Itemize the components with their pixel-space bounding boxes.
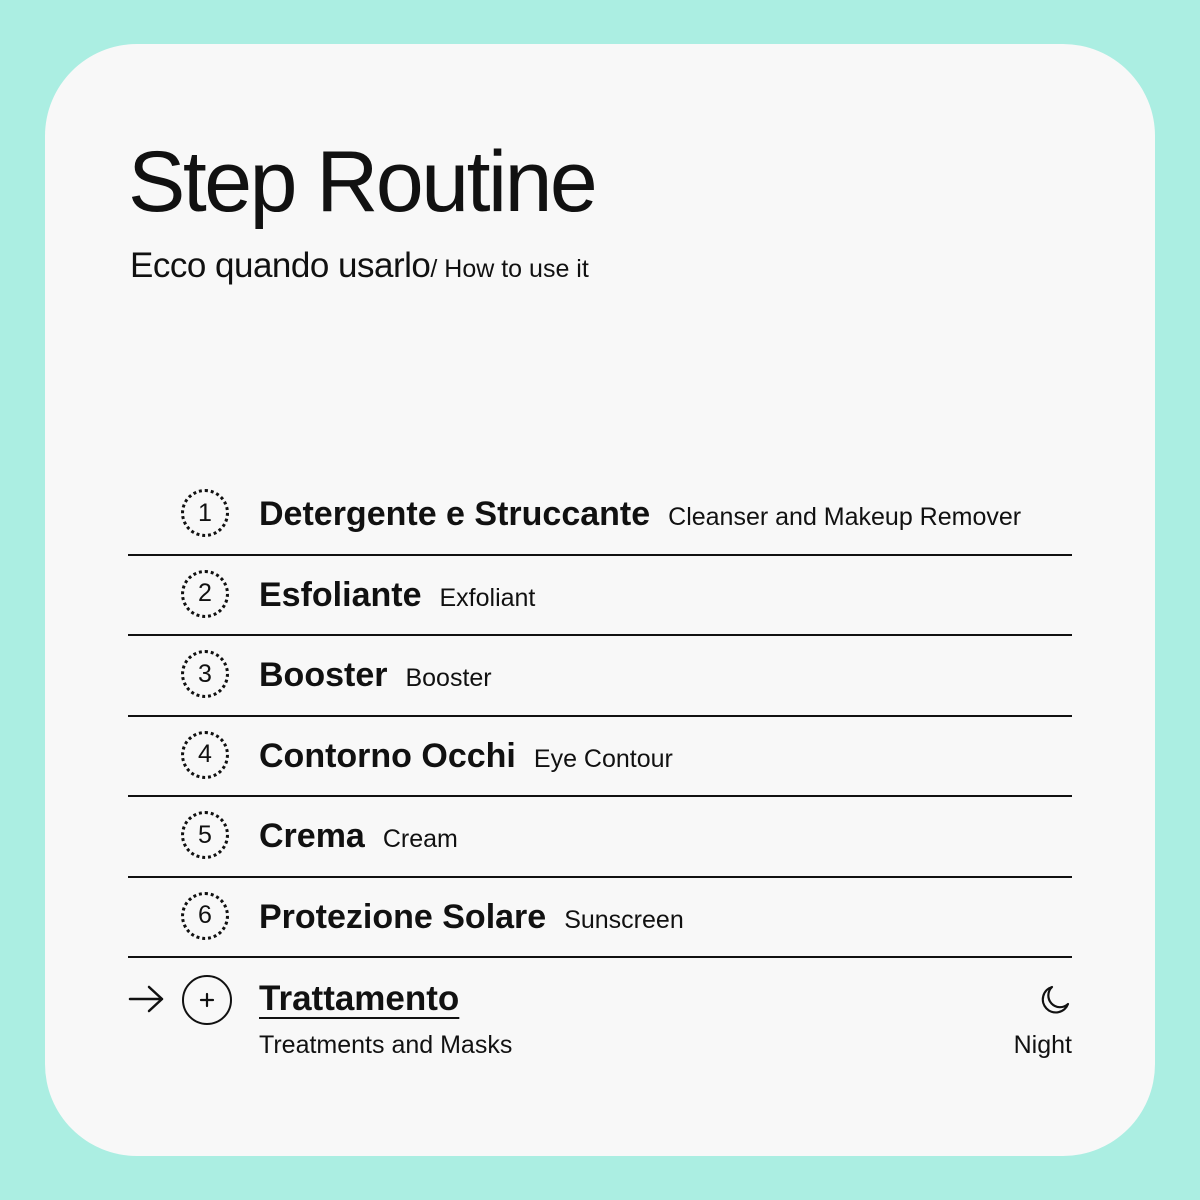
step-5 xyxy=(128,797,1072,878)
step-number-badge: 3 xyxy=(181,650,229,698)
step-number-badge: 6 xyxy=(181,892,229,940)
step-label xyxy=(259,576,535,621)
step-number-badge: 1 xyxy=(181,489,229,537)
plus-icon xyxy=(199,992,215,1008)
steps-list xyxy=(128,475,1072,958)
step-label xyxy=(259,495,1021,540)
night-label: Night xyxy=(1013,1031,1072,1059)
page-subtitle xyxy=(130,246,589,293)
arrow-right-icon xyxy=(128,984,166,1014)
step-label xyxy=(259,898,684,943)
step-number-badge: 4 xyxy=(181,731,229,779)
step-divider xyxy=(128,956,1072,958)
step-name-english: Sunscreen xyxy=(564,905,684,934)
step-name-italian: Contorno Occhi xyxy=(259,736,516,775)
treatment-step xyxy=(128,975,1072,1070)
step-2 xyxy=(128,556,1072,637)
step-name-italian: Protezione Solare xyxy=(259,897,547,936)
step-label xyxy=(259,737,673,782)
step-name-italian: Esfoliante xyxy=(259,575,422,614)
step-name-italian: Detergente e Struccante xyxy=(259,495,651,533)
treatment-title: Trattamento xyxy=(259,979,460,1018)
treatment-subtitle: Treatments and Masks xyxy=(259,1031,513,1059)
subtitle-italian: Ecco quando usarlo xyxy=(130,246,431,285)
step-name-english: Cream xyxy=(382,825,458,853)
step-name-english: Exfoliant xyxy=(439,583,536,612)
plus-circle-icon xyxy=(182,975,232,1025)
step-3 xyxy=(128,636,1072,717)
step-4 xyxy=(128,717,1072,798)
page-title: Step Routine xyxy=(128,134,596,230)
step-name-italian: Booster xyxy=(259,656,388,694)
step-number-badge: 5 xyxy=(181,811,229,859)
step-label xyxy=(259,656,492,701)
step-number-badge: 2 xyxy=(181,570,229,618)
step-name-english: Cleanser and Makeup Remover xyxy=(668,503,1022,531)
step-name-english: Booster xyxy=(405,664,492,692)
subtitle-english: / How to use it xyxy=(430,255,589,283)
step-name-italian: Crema xyxy=(259,817,365,855)
step-6 xyxy=(128,878,1072,959)
step-label xyxy=(259,817,458,862)
step-1 xyxy=(128,475,1072,556)
step-name-english: Eye Contour xyxy=(533,744,673,773)
moon-icon xyxy=(1038,983,1072,1017)
